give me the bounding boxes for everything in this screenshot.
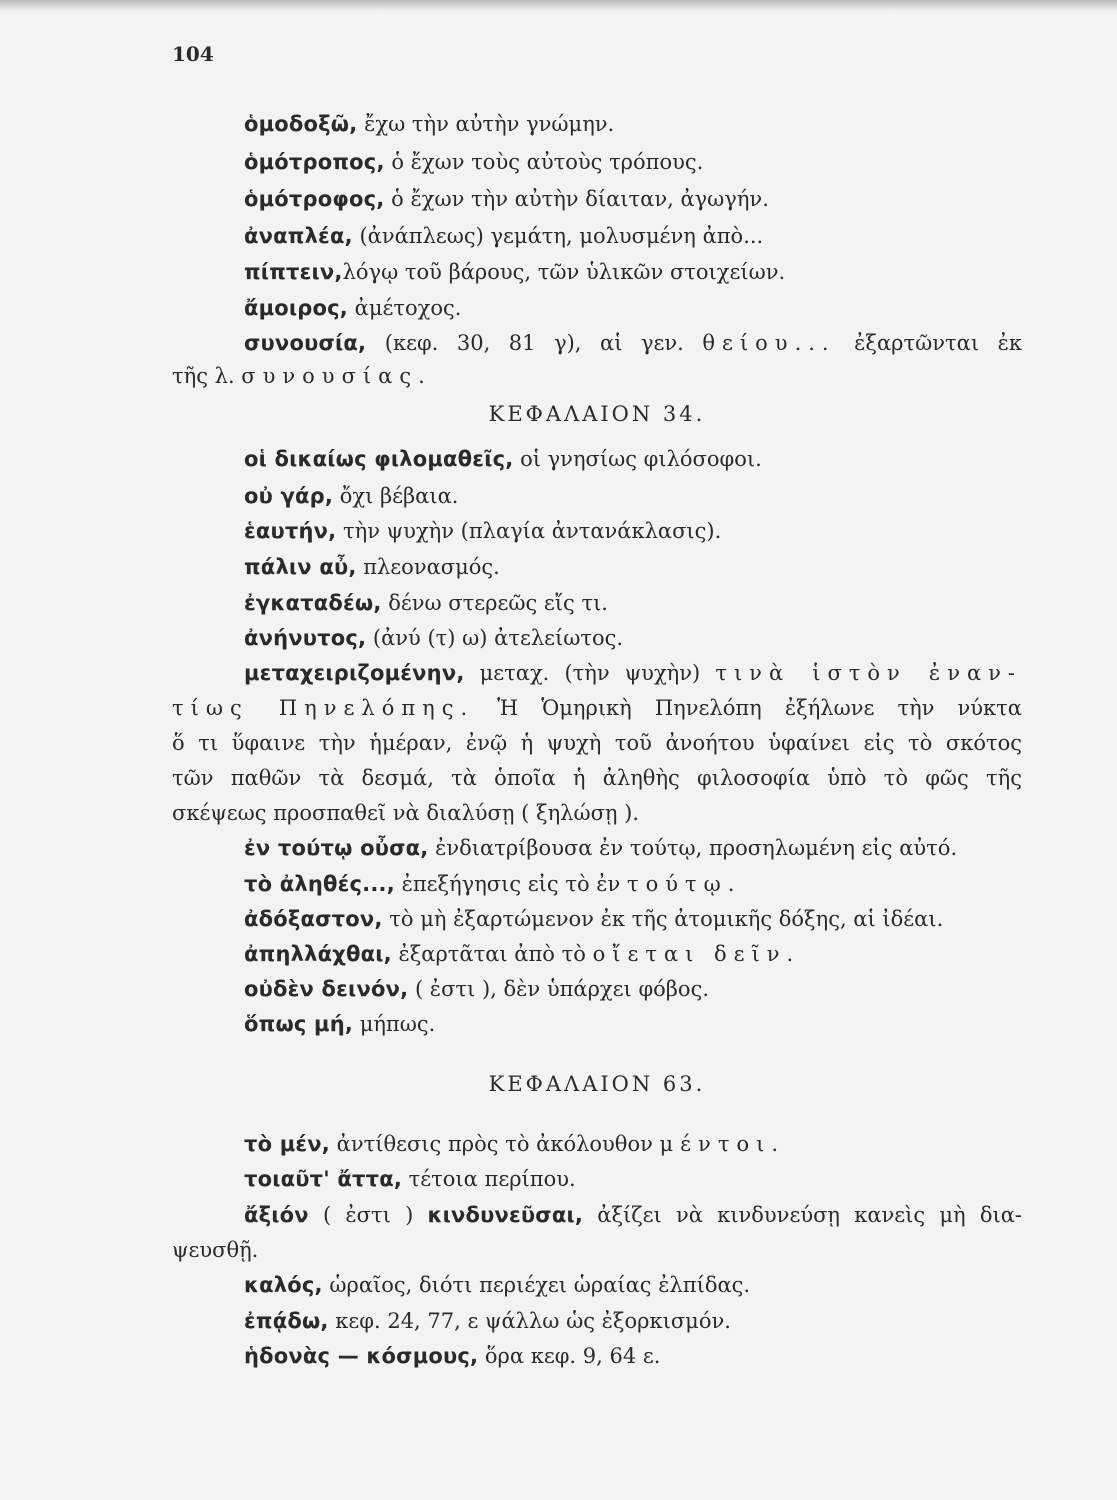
entry-line: [244, 1269, 1022, 1301]
entry-term: τοιαῦτ' ἄττα,: [244, 1167, 402, 1191]
chapter-heading: ΚΕΦΑΛΑΙΟΝ 34.: [488, 402, 706, 426]
entry-line: [244, 515, 1022, 547]
entry-definition: λόγῳ τοῦ βάρους, τῶν ὑλικῶν στοιχείων.: [342, 260, 786, 284]
entry-term: οἱ δικαίως φιλομαθεῖς,: [244, 447, 514, 471]
entry-definition: ἀμέτοχος.: [347, 296, 462, 320]
entry-line: [244, 1340, 1022, 1372]
entry-definition: μήπως.: [353, 1012, 436, 1036]
entry-term: ἀπηλλάχθαι,: [244, 942, 392, 966]
entry-line: [244, 256, 1022, 288]
spaced-text: τούτῳ.: [627, 872, 742, 896]
entry-term: ἡδονὰς — κόσμους,: [244, 1344, 479, 1368]
entry-line: [244, 443, 1022, 475]
entry-line: [244, 1008, 1022, 1040]
entry-definition: ὅρα κεφ. 9, 64 ε.: [478, 1344, 661, 1368]
entry-line: [244, 903, 1022, 935]
entry-term: ἄμοιρος,: [244, 296, 348, 320]
entry-definition: ὁ ἔχων τὴν αὐτὴν δίαιταν, ἀγωγήν.: [384, 187, 769, 211]
entry-definition: (ἀνάπλεως) γεμάτη, μολυσμένη ἀπὸ...: [352, 224, 764, 248]
entry-definition: τῆς λ.: [172, 364, 242, 388]
entry-line: [244, 1128, 1022, 1160]
spaced-text: οἴεται δεῖν.: [592, 942, 801, 966]
entry-definition: μεταχ. (τὴν ψυχὴν): [464, 661, 716, 685]
entry-term: ἐγκαταδέω,: [244, 591, 382, 615]
entry-line: [244, 551, 1022, 583]
entry-line: [244, 868, 1022, 900]
entry-line: [244, 587, 1022, 619]
entry-line: [244, 1163, 1022, 1195]
spaced-text: μέντοι.: [659, 1132, 785, 1156]
spaced-text: θείου...: [702, 331, 836, 355]
entry-definition: κεφ. 24, 77, ε ψάλλω ὡς ἐξορκισμόν.: [328, 1309, 731, 1333]
entry-line: [244, 622, 1022, 654]
spaced-text: τίως Πηνελόπης.: [172, 696, 475, 720]
entry-line: [244, 938, 1022, 970]
entry-line: [244, 327, 1022, 359]
entry-definition: οἱ γνησίως φιλόσοφοι.: [513, 447, 762, 471]
entry-line: [244, 657, 1022, 689]
page-number: 104: [172, 42, 214, 66]
entry-line: [244, 1305, 1022, 1337]
entry-term: τὸ ἀληθές...,: [244, 872, 395, 896]
entry-term: ὁμότροφος,: [244, 187, 385, 211]
entry-term: τὸ μέν,: [244, 1132, 330, 1156]
entry-term: καλός,: [244, 1273, 323, 1297]
entry-term: ὁμότροπος,: [244, 150, 385, 174]
entry-term: πίπτειν,: [244, 260, 343, 284]
entry-definition: ( ἐστι ), δὲν ὑπάρχει φόβος.: [408, 977, 710, 1001]
entry-definition: ἀξίζει νὰ κινδυνεύσῃ κανεὶς μὴ δια-: [583, 1203, 1022, 1227]
entry-term: ἑαυτήν,: [244, 519, 337, 543]
spaced-text: συνουσίας.: [241, 364, 432, 388]
entry-continuation: ψευσθῇ.: [172, 1238, 259, 1262]
entry-term: ἄξιόν: [244, 1203, 309, 1227]
entry-term: οὐ γάρ,: [244, 484, 334, 508]
entry-line: [244, 183, 1022, 215]
entry-line: [244, 108, 1022, 140]
entry-definition: ἐπεξήγησις εἰς τὸ ἐν: [394, 872, 627, 896]
entry-term: ἐπᾴδω,: [244, 1309, 329, 1333]
entry-term: ἐν τούτῳ οὖσα,: [244, 836, 429, 860]
entry-definition: (ἀνύ (τ) ω) ἀτελείωτος.: [366, 626, 624, 650]
entry-line: [244, 220, 1022, 252]
entry-definition: Ἡ Ὁμηρικὴ Πηνελόπη ἐξήλωνε τὴν νύκτα: [474, 696, 1022, 720]
entry-term: συνουσία,: [244, 331, 367, 355]
scan-top-edge: [0, 0, 1117, 10]
entry-definition: ἀντίθεσις πρὸς τὸ ἀκόλουθον: [329, 1132, 660, 1156]
chapter-heading: ΚΕΦΑΛΑΙΟΝ 63.: [488, 1072, 706, 1096]
entry-definition: τὸ μὴ ἐξαρτώμενον ἐκ τῆς ἀτομικῆς δόξης, αἱ ἰδέαι.: [382, 907, 944, 931]
entry-continuation: τῶν παθῶν τὰ δεσμά, τὰ ὁποῖα ἡ ἀληθὴς φιλοσοφία ὑπὸ τὸ φῶς τῆς: [172, 766, 1022, 790]
entry-definition: ἐξαρτῶνται ἐκ: [835, 331, 1022, 355]
entry-definition: τὴν ψυχὴν (πλαγία ἀντανάκλασις).: [336, 519, 722, 543]
entry-continuation: [172, 692, 1022, 724]
entry-term: ἀνήνυτος,: [244, 626, 367, 650]
entry-definition: δένω στερεῶς εἴς τι.: [381, 591, 608, 615]
entry-term: ὁμοδοξῶ,: [244, 112, 358, 136]
entry-term: ὅπως μή,: [244, 1012, 354, 1036]
entry-continuation: ὅ τι ὕφαινε τὴν ἡμέραν, ἐνῷ ἡ ψυχὴ τοῦ ἀνοήτου ὑφαίνει εἰς τὸ σκότος: [172, 731, 1022, 755]
entry-definition: ἐνδιατρίβουσα ἐν τούτῳ, προσηλωμένη εἰς αὐτό.: [428, 836, 958, 860]
entry-definition: ὁ ἔχων τοὺς αὐτοὺς τρόπους.: [384, 150, 704, 174]
entry-definition: ὡραῖος, διότι περιέχει ὡραίας ἐλπίδας.: [322, 1273, 751, 1297]
entry-definition: (κεφ. 30, 81 γ), αἱ γεν.: [366, 331, 703, 355]
entry-continuation: [172, 360, 1022, 392]
entry-line: [244, 292, 1022, 324]
entry-term: ἀναπλέα,: [244, 224, 353, 248]
entry-definition: ( ἐστι ): [308, 1203, 428, 1227]
entry-definition: ὄχι βέβαια.: [333, 484, 459, 508]
spaced-text: τινὰ ἱστὸν ἐναν-: [715, 661, 1022, 685]
entry-term: πάλιν αὖ,: [244, 555, 357, 579]
entry-line: [244, 480, 1022, 512]
entry-definition: ἐξαρτᾶται ἀπὸ τὸ: [391, 942, 593, 966]
entry-definition: τέτοια περίπου.: [402, 1167, 576, 1191]
entry-term: ἀδόξαστον,: [244, 907, 383, 931]
entry-term: μεταχειριζομένην,: [244, 661, 465, 685]
entry-term: οὐδὲν δεινόν,: [244, 977, 409, 1001]
entry-line: [244, 973, 1022, 1005]
entry-term: κινδυνεῦσαι,: [427, 1203, 584, 1227]
entry-line: [244, 146, 1022, 178]
entry-line: [244, 1199, 1022, 1231]
entry-definition: πλεονασμός.: [356, 555, 500, 579]
entry-line: [244, 832, 1022, 864]
entry-definition: ἔχω τὴν αὐτὴν γνώμην.: [357, 112, 615, 136]
entry-continuation: σκέψεως προσπαθεῖ νὰ διαλύσῃ ( ξηλώσῃ ).: [172, 801, 640, 825]
